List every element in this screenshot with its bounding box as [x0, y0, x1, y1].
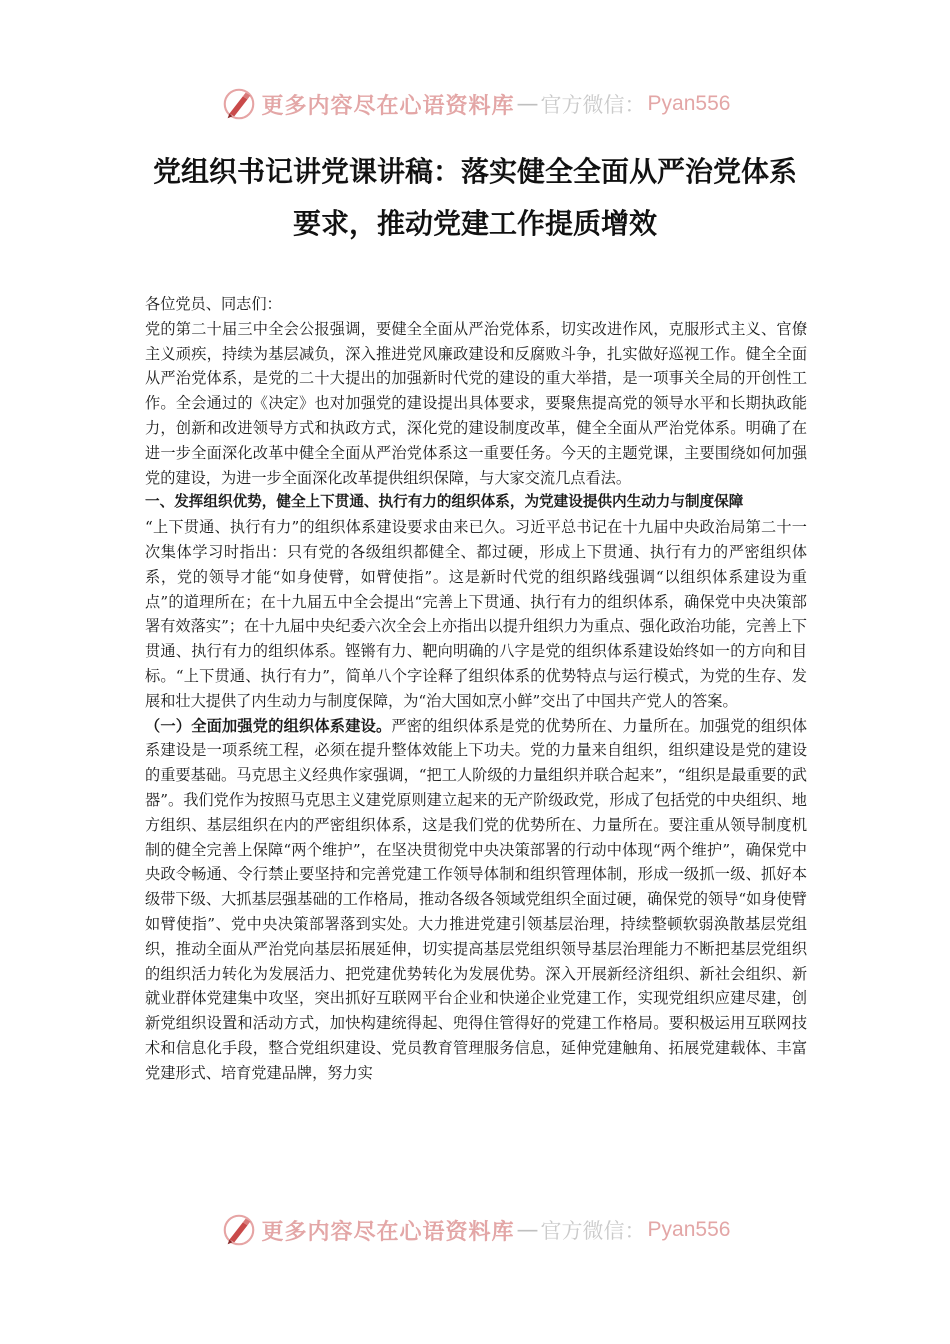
subsection-1-paragraph [145, 714, 807, 1086]
watermark-wechat-id: Pyan556 [647, 1218, 731, 1241]
watermark-text: 更多内容尽在心语资料库 [261, 92, 515, 119]
watermark-wechat-label: 官方微信： [540, 1219, 646, 1243]
pen-logo-icon [220, 1211, 258, 1249]
watermark-dash: — [516, 91, 539, 117]
watermark-header [0, 84, 950, 124]
intro-paragraph: 党的第二十届三中全会公报强调，要健全全面从严治党体系，切实改进作风，克服形式主义、官僚主义顽疾，持续为基层减负，深入推进党风廉政建设和反腐败斗争，扎实做好巡视工作。健全全面从严治党体系，是党的二十大提出的加强新时代党的建设的重大举措，是一项事关全局的开创性工作。全会通过的《决定》也对加强党的建设提出具体要求，要聚焦提高党的领导水平和长期执政能力，创新和改进领导方式和执政方式，深化党的建设制度改革，健全全面从严治党体系。明确了在进一步全面深化改革中健全全面从严治党体系这一重要任务。今天的主题党课，主要围绕如何加强党的建设，为进一步全面深化改革提供组织保障，与大家交流几点看法。 [145, 319, 807, 487]
document-title: 党组织书记讲党课讲稿：落实健全全面从严治党体系要求，推动党建工作提质增效 [152, 155, 797, 240]
subsection-1-heading: （一）全面加强党的组织体系建设。 [145, 716, 392, 735]
section-1-heading: 一、发挥组织优势，健全上下贯通、执行有力的组织体系，为党建设提供内生动力与制度保障 [145, 493, 744, 511]
watermark-wechat-label: 官方微信： [540, 93, 646, 117]
document-body [145, 292, 807, 1086]
watermark-footer [0, 1210, 950, 1250]
section-1-paragraph: “上下贯通、执行有力”的组织体系建设要求由来已久。习近平总书记在十九届中央政治局第二十一次集体学习时指出：只有党的各级组织都健全、都过硬，形成上下贯通、执行有力的严密组织体系，党的领导才能“如身使臂，如臂使指”。这是新时代党的组织路线强调“以组织体系建设为重点”的道理所在；在十九届五中全会提出“完善上下贯通、执行有力的组织体系，确保党中央决策部署有效落实”；在十九届中央纪委六次全会上亦指出以提升组织力为重点、强化政治功能，完善上下贯通、执行有力的组织体系。铿锵有力、靶向明确的八字是党的组织体系建设始终如一的方向和目标。“上下贯通、执行有力”，简单八个字诠释了组织体系的优势特点与运行模式，为党的生存、发展和壮大提供了内生动力与制度保障，为“治大国如烹小鲜”交出了中国共产党人的答案。 [145, 518, 807, 710]
greeting: 各位党员、同志们： [145, 295, 282, 313]
subsection-1-text: 严密的组织体系是党的优势所在、力量所在。加强党的组织体系建设是一项系统工程，必须在提升整体效能上下功夫。党的力量来自组织，组织建设是党的建设的重要基础。马克思主义经典作家强调，“把工人阶级的力量组织并联合起来”，“组织是最重要的武器”。我们党作为按照马克思主义建党原则建立起来的无产阶级政党，形成了包括党的中央组织、地方组织、基层组织在内的严密组织体系，这是我们党的优势所在、力量所在。要注重从领导制度机制的健全完善上保障“两个维护”，在坚决贯彻党中央决策部署的行动中体现“两个维护”，确保党中央政令畅通、令行禁止要坚持和完善党建工作领导体制和组织管理体制，形成一级抓一级、抓好本级带下级、大抓基层强基础的工作格局，推动各级各领域党组织全面过硬，确保党的领导“如身使臂如臂使指”、党中央决策部署落到实处。大力推进党建引领基层治理，持续整顿软弱涣散基层党组织，推动全面从严治党向基层拓展延伸，切实提高基层党组织领导基层治理能力不断把基层党组织的组织活力转化为发展活力、把党建优势转化为发展优势。深入开展新经济组织、新社会组织、新就业群体党建集中攻坚，突出抓好互联网平台企业和快递企业党建工作，实现党组织应建尽建，创新党组织设置和活动方式，加快构建统得起、兜得住管得好的党建工作格局。要积极运用互联网技术和信息化手段，整合党组织建设、党员教育管理服务信息，延伸党建触角、拓展党建载体、丰富党建形式、培育党建品牌，努力实 [145, 716, 808, 1082]
watermark-wechat-id: Pyan556 [647, 92, 731, 115]
watermark-text: 更多内容尽在心语资料库 [261, 1218, 515, 1245]
watermark-dash: — [516, 1217, 539, 1243]
pen-logo-icon [220, 85, 258, 123]
